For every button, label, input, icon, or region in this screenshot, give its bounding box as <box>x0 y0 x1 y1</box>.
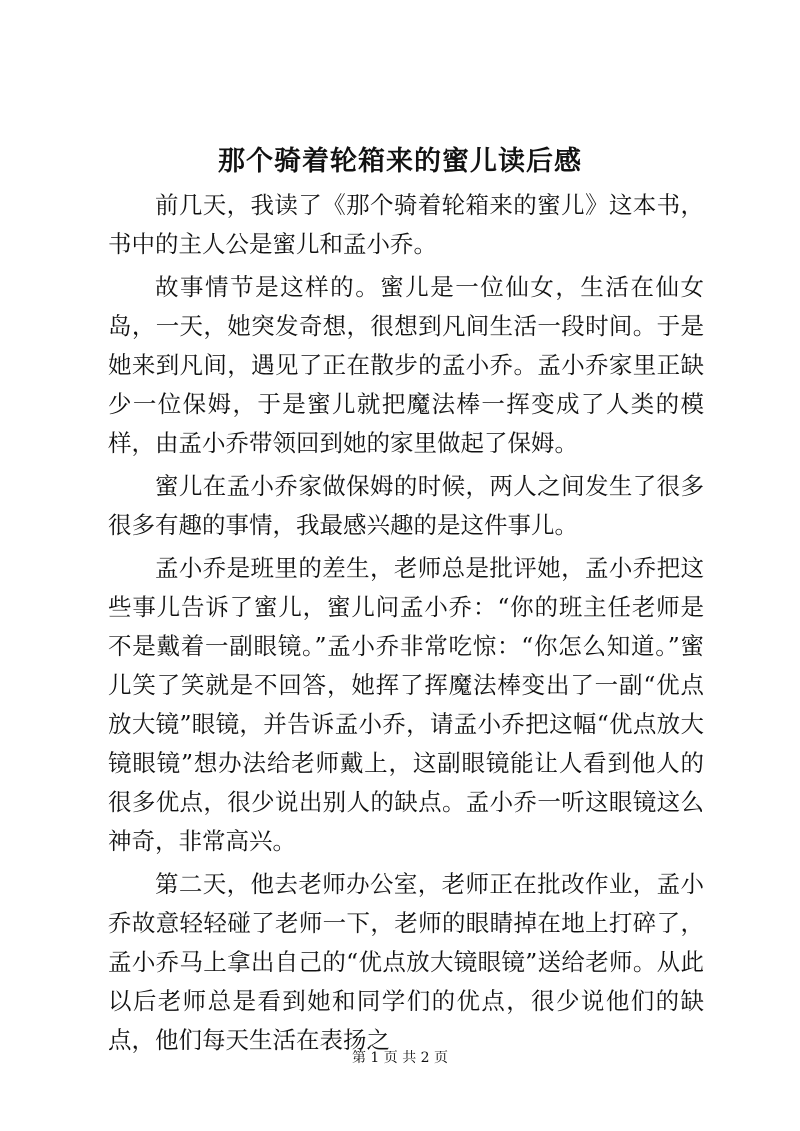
paragraph: 前几天，我读了《那个骑着轮箱来的蜜儿》这本书，书中的主人公是蜜儿和孟小乔。 <box>108 191 704 258</box>
document-body <box>108 186 704 1064</box>
paragraph: 孟小乔是班里的差生，老师总是批评她，孟小乔把这些事儿告诉了蜜儿，蜜儿问孟小乔：“你的班主任老师是不是戴着一副眼镜。”孟小乔非常吃惊：“你怎么知道。”蜜儿笑了笑就是不回答，她挥了挥魔法棒变出了一副“优点放大镜”眼镜，并告诉孟小乔，请孟小乔把这幅“优点放大镜眼镜”想办法给老师戴上，这副眼镜能让人看到他人的很多优点，很少说出别人的缺点。孟小乔一听这眼镜这么神奇，非常高兴。 <box>108 554 704 855</box>
page-number-footer: 第 1 页 共 2 页 <box>351 1050 449 1066</box>
paragraph: 第二天，他去老师办公室，老师正在批改作业，孟小乔故意轻轻碰了老师一下，老师的眼睛掉在地上打碎了，孟小乔马上拿出自己的“优点放大镜眼镜”送给老师。从此以后老师总是看到她和同学们的优点，很少说他们的缺点，他们每天生活在表扬之 <box>108 870 704 1054</box>
paragraph: 蜜儿在孟小乔家做保姆的时候，两人之间发生了很多很多有趣的事情，我最感兴趣的是这件事儿。 <box>108 472 704 539</box>
document-title: 那个骑着轮箱来的蜜儿读后感 <box>218 146 582 177</box>
paragraph: 故事情节是这样的。蜜儿是一位仙女，生活在仙女岛，一天，她突发奇想，很想到凡间生活一段时间。于是她来到凡间，遇见了正在散步的孟小乔。孟小乔家里正缺少一位保姆，于是蜜儿就把魔法棒一挥变成了人类的模样，由孟小乔带领回到她的家里做起了保姆。 <box>108 273 704 457</box>
